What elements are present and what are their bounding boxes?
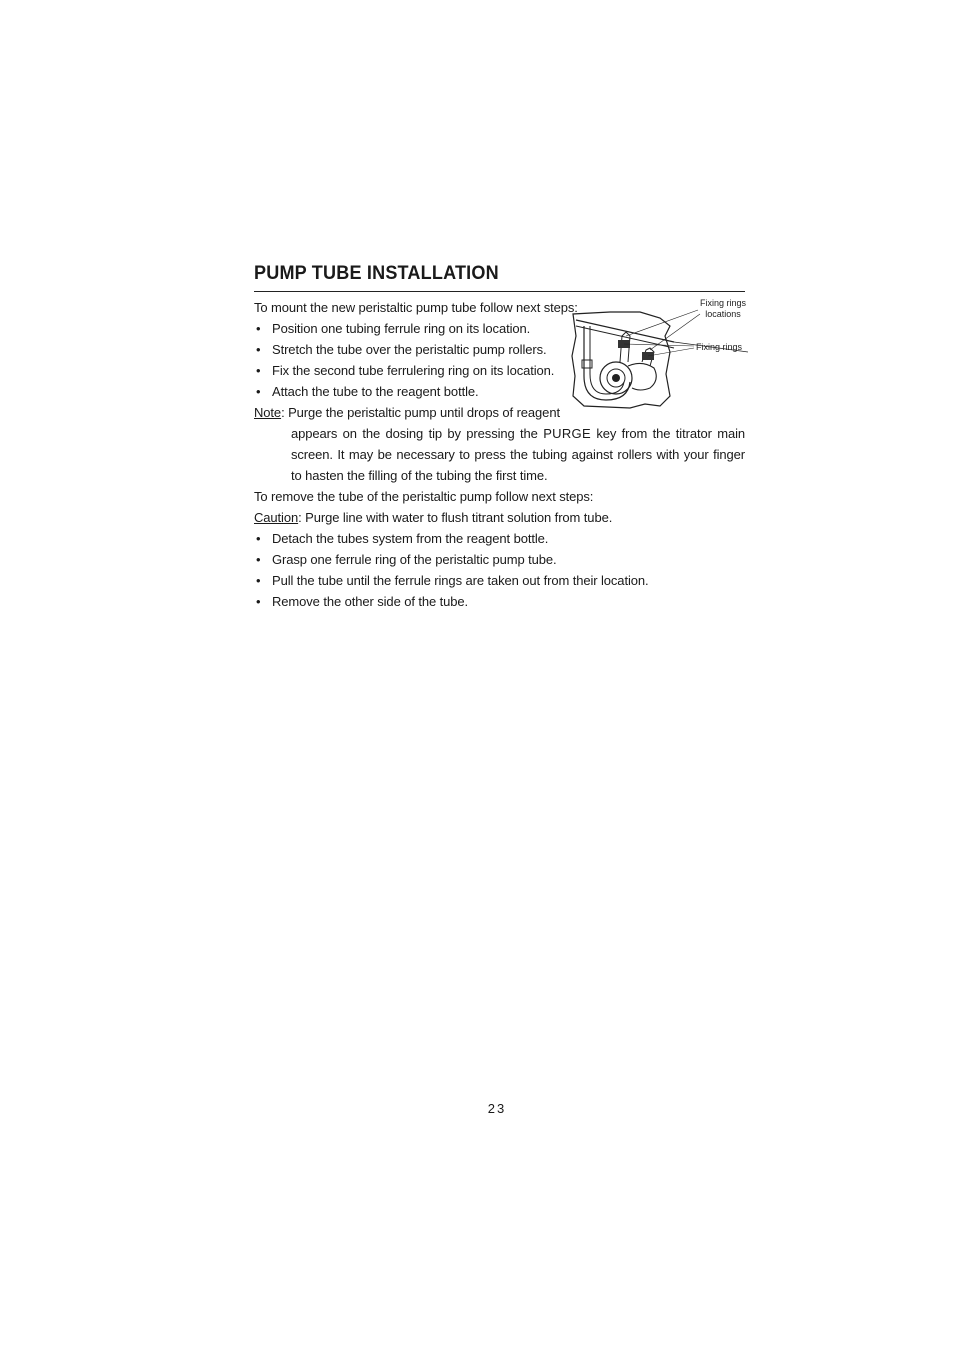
fixing-rings-label: Fixing rings [696,342,743,352]
note-label: Note [254,405,282,420]
note-continuation [254,423,745,486]
bullet-icon: • [256,531,261,546]
remove-step-text: Grasp one ferrule ring of the peristaltic pump tube. [272,552,557,567]
install-step-text: Fix the second tube ferrulering ring on its location. [272,363,555,378]
remove-step-text: Remove the other side of the tube. [272,594,469,609]
install-step [254,318,745,339]
page-number: 23 [487,1101,507,1116]
note-text-after-key: key from the titrator main screen. It may be necessary to press the tubing against rollers with your finger to hasten the filling of the tubing the first time. [291,426,745,483]
remove-step-text: Detach the tubes system from the reagent bottle. [272,531,549,546]
bullet-icon: • [256,594,261,609]
bullet-icon: • [256,321,261,336]
bullet-icon: • [256,363,261,378]
install-step-text: Position one tubing ferrule ring on its location. [272,321,531,336]
title-rule [254,291,745,292]
note-text-first: : Purge the peristaltic pump until drops of reagent [281,405,560,420]
install-intro: To mount the new peristaltic pump tube follow next steps: [254,300,578,315]
note-text-before-key: appears on the dosing tip by pressing the [291,426,544,441]
install-step-text: Stretch the tube over the peristaltic pump rollers. [272,342,547,357]
note-paragraph [254,402,745,423]
install-step [254,360,745,381]
bullet-icon: • [256,384,261,399]
remove-step-text: Pull the tube until the ferrule rings are taken out from their location. [272,573,649,588]
caution-text: : Purge line with water to flush titrant solution from tube. [298,510,613,525]
caution-label: Caution [254,510,299,525]
install-step [254,339,745,360]
caution-paragraph [254,507,745,528]
remove-step [254,549,745,570]
bullet-icon: • [256,552,261,567]
remove-step [254,591,745,612]
bullet-icon: • [256,342,261,357]
remove-intro: To remove the tube of the peristaltic pump follow next steps: [254,489,594,504]
install-step [254,381,745,402]
fig-label-line1: Fixing rings [699,298,746,308]
section-title: PUMP TUBE INSTALLATION [254,263,499,284]
bullet-icon: • [256,573,261,588]
remove-step [254,570,745,591]
remove-step [254,528,745,549]
install-step-text: Attach the tube to the reagent bottle. [272,384,479,399]
instructions-body [254,297,745,612]
purge-key-name: PURGE [543,426,591,441]
fig-label-line2: locations [705,309,741,319]
